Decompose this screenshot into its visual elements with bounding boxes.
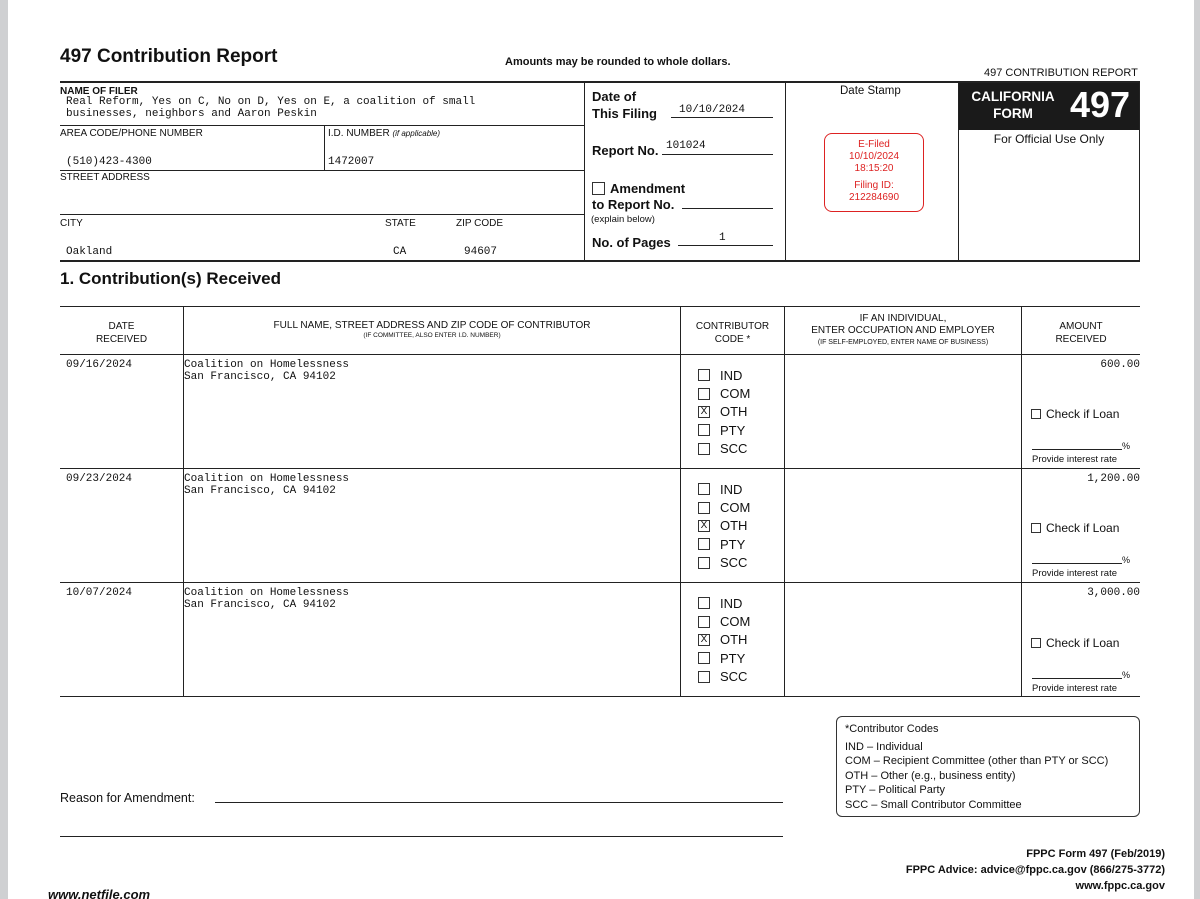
divider [324,126,325,170]
checkbox-checked[interactable]: X [698,520,710,532]
code-com[interactable]: COM [698,384,750,402]
divider [785,82,786,261]
divider [1139,82,1140,261]
amendment-checkbox-row[interactable]: Amendment [592,181,685,196]
interest-rate-label: Provide interest rate [1032,568,1118,579]
row-contributor-name[interactable]: Coalition on Homelessness [184,473,350,485]
checkbox-checked[interactable]: X [698,634,710,646]
legend-title: *Contributor Codes [845,723,939,735]
legend-item: OTH – Other (e.g., business entity) [845,769,1016,782]
section-title: 1. Contribution(s) Received [60,269,282,288]
underline [682,208,773,209]
checkbox[interactable] [698,538,710,550]
filer-name-label: NAME OF FILER [60,86,138,97]
divider [680,307,681,697]
filer-name-line1: Real Reform, Yes on C, No on D, Yes on E, a coalition of small [66,96,476,108]
code-scc[interactable]: SCC [698,440,750,458]
legend-item: PTY – Political Party [845,784,946,796]
date-stamp-label: Date Stamp [840,85,901,97]
date-filing-label: Date of This Filing [592,89,657,121]
amendment-reason-input-line2[interactable] [60,836,783,837]
interest-rate-label: Provide interest rate [1032,683,1118,694]
phone-field[interactable]: (510)423-4300 [66,156,152,168]
row-contributor-address[interactable]: San Francisco, CA 94102 [184,485,336,497]
pages-label: No. of Pages [592,235,671,250]
code-oth[interactable]: X OTH [698,631,750,649]
amendment-note: (explain below) [591,214,655,225]
row-amount[interactable]: 3,000.00 [1087,587,1140,599]
legend-item: COM – Recipient Committee (other than PTY or SCC) [845,755,1109,767]
row-contributor-address[interactable]: San Francisco, CA 94102 [184,599,336,611]
row-contributor-name[interactable]: Coalition on Homelessness [184,587,350,599]
col-header-amount: AMOUNT RECEIVED [1055,321,1107,345]
checkbox[interactable] [698,443,710,455]
code-com[interactable]: COM [698,498,750,516]
code-ind[interactable]: IND [698,366,750,384]
code-pty[interactable]: PTY [698,535,750,553]
checkbox[interactable] [698,502,710,514]
row-date[interactable]: 10/07/2024 [66,587,133,599]
footer-website: www.fppc.ca.gov [1075,880,1165,892]
contributor-codes-legend [836,716,1140,817]
form-page [8,0,1194,899]
checkbox[interactable] [698,616,710,628]
badge-state: CALIFORNIA [971,89,1055,104]
legend-item: SCC – Small Contributor Committee [845,798,1022,811]
official-use-label: For Official Use Only [993,132,1105,146]
code-ind[interactable]: IND [698,480,750,498]
amendment-checkbox[interactable] [592,182,605,195]
col-header-occupation: IF AN INDIVIDUAL, ENTER OCCUPATION AND EMPLOYER (IF SELF-EMPLOYED, ENTER NAME OF BUSINESS) [811,313,995,346]
percent-sign: % [1122,441,1131,451]
badge-number: 497 [1070,84,1131,125]
amendment-reason-label: Reason for Amendment: [60,791,195,805]
code-com[interactable]: COM [698,612,750,630]
percent-sign: % [1122,555,1131,565]
interest-rate-label: Provide interest rate [1032,454,1118,465]
underline [678,245,773,246]
checkbox[interactable] [698,388,710,400]
underline [1032,449,1122,450]
divider [60,696,1140,697]
checkbox[interactable] [698,369,710,381]
code-scc[interactable]: SCC [698,668,750,686]
percent-sign: % [1122,670,1131,680]
divider [60,214,584,215]
col-header-code: CONTRIBUTOR CODE * [695,321,770,345]
row-amount[interactable]: 1,200.00 [1087,473,1140,485]
header-bottom-rule [60,260,1140,262]
code-ind[interactable]: IND [698,594,750,612]
contributor-code-group [698,594,750,686]
underline [1032,678,1122,679]
divider [60,582,1140,583]
legend-item: IND – Individual [845,740,923,753]
top-right-label: 497 CONTRIBUTION REPORT [984,67,1138,79]
checkbox[interactable] [698,597,710,609]
divider [60,125,584,126]
checkbox[interactable] [698,483,710,495]
divider [784,307,785,697]
zip-field[interactable]: 94607 [464,246,498,258]
filer-name-line2: businesses, neighbors and Aaron Peskin [66,108,317,120]
check-if-loan[interactable]: Check if Loan [1031,636,1119,650]
page-title: 497 Contribution Report [60,46,278,67]
contributor-code-group [698,480,750,572]
form-badge [959,83,1139,130]
badge-form: FORM [993,106,1033,121]
row-date[interactable]: 09/23/2024 [66,473,133,485]
contributor-code-group [698,366,750,458]
checkbox[interactable] [698,424,710,436]
underline [1032,563,1122,564]
amendment-report-label: to Report No. [592,197,675,212]
amendment-reason-input[interactable] [215,802,783,803]
checkbox[interactable] [698,671,710,683]
code-pty[interactable]: PTY [698,649,750,667]
footer-form-version: FPPC Form 497 (Feb/2019) [1026,848,1165,860]
col-header-name: FULL NAME, STREET ADDRESS AND ZIP CODE OF CONTRIBUTOR (IF COMMITTEE, ALSO ENTER I.D. NUMBER) [273,320,591,339]
underline [671,117,773,118]
checkbox-checked[interactable]: X [698,406,710,418]
divider [60,354,1140,355]
state-label: STATE [385,218,416,229]
zip-label: ZIP CODE [456,218,504,229]
report-no-label: Report No. [592,143,659,158]
divider [60,170,584,171]
footer-info [708,846,1165,894]
loan-checkbox[interactable] [1031,409,1041,419]
divider [584,82,585,261]
check-if-loan[interactable]: Check if Loan [1031,521,1119,535]
loan-checkbox[interactable] [1031,523,1041,533]
checkbox[interactable] [698,652,710,664]
id-number-label: I.D. NUMBER (if applicable) [328,128,441,139]
underline [662,154,773,155]
footer-advice: FPPC Advice: advice@fppc.ca.gov (866/275-3772) [905,864,1165,876]
efiled-stamp: E-Filed 10/10/2024 18:15:20 Filing ID: 212284690 [824,133,924,212]
row-date[interactable]: 09/16/2024 [66,359,133,371]
city-label: CITY [60,218,83,229]
row-amount[interactable]: 600.00 [1100,359,1140,371]
state-field[interactable]: CA [393,246,407,258]
code-oth[interactable]: X OTH [698,403,750,421]
checkbox[interactable] [698,557,710,569]
check-if-loan[interactable]: Check if Loan [1031,407,1119,421]
divider [60,468,1140,469]
code-oth[interactable]: X OTH [698,517,750,535]
col-header-date: DATE RECEIVED [95,321,148,345]
id-number-field[interactable]: 1472007 [328,156,375,168]
code-scc[interactable]: SCC [698,554,750,572]
code-pty[interactable]: PTY [698,421,750,439]
netfile-link[interactable]: www.netfile.com [48,887,151,899]
filing-date-field[interactable]: 10/10/2024 [679,104,746,116]
row-contributor-name[interactable]: Coalition on Homelessness [184,359,350,371]
loan-checkbox[interactable] [1031,638,1041,648]
divider [60,306,1140,307]
rounding-note: Amounts may be rounded to whole dollars. [505,56,731,68]
phone-label: AREA CODE/PHONE NUMBER [60,128,203,139]
street-label: STREET ADDRESS [60,172,150,183]
report-no-field[interactable]: 101024 [666,140,706,152]
city-field[interactable]: Oakland [66,246,113,258]
row-contributor-address[interactable]: San Francisco, CA 94102 [184,371,336,383]
pages-field[interactable]: 1 [719,232,726,244]
